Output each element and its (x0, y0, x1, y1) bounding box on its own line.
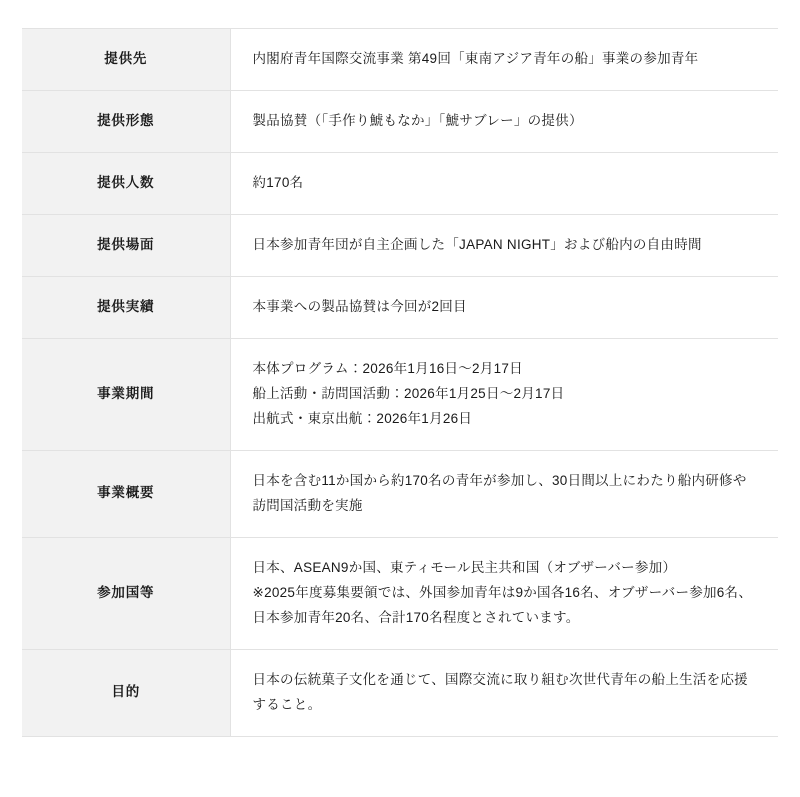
table-row (22, 276, 778, 338)
row-value (230, 537, 778, 649)
row-label: 提供実績 (22, 276, 230, 338)
value-line: 日本を含む11か国から約170名の青年が参加し、30日間以上にわたり船内研修や訪問国活動を実施 (252, 472, 747, 513)
value-line: 日本参加青年団が自主企画した「JAPAN NIGHT」および船内の自由時間 (252, 236, 702, 252)
value-line: 本事業への製品協賛は今回が2回目 (252, 298, 467, 314)
row-label: 提供場面 (22, 214, 230, 276)
table-row (22, 450, 778, 537)
value-line: 日本、ASEAN9か国、東ティモール民主共和国（オブザーバー参加） (252, 559, 677, 575)
row-label: 目的 (22, 649, 230, 736)
table-row (22, 649, 778, 736)
row-value (230, 649, 778, 736)
table-row (22, 90, 778, 152)
row-label: 提供形態 (22, 90, 230, 152)
row-value (230, 450, 778, 537)
row-label: 事業期間 (22, 338, 230, 450)
row-label: 事業概要 (22, 450, 230, 537)
value-line: 船上活動・訪問国活動：2026年1月25日〜2月17日 (252, 385, 565, 401)
row-label: 提供人数 (22, 152, 230, 214)
value-line: 製品協賛（「手作り鯱もなか」「鯱サブレー」の提供） (252, 112, 583, 128)
value-line: 出航式・東京出航：2026年1月26日 (252, 410, 473, 426)
table-row (22, 537, 778, 649)
row-value (230, 276, 778, 338)
value-line: ※2025年度募集要領では、外国参加青年は9か国各16名、オブザーバー参加6名、日本参加青年20名、合計170名程度とされています。 (252, 584, 753, 625)
table-row (22, 338, 778, 450)
value-line: 本体プログラム：2026年1月16日〜2月17日 (252, 360, 523, 376)
row-value (230, 338, 778, 450)
row-label: 参加国等 (22, 537, 230, 649)
row-value (230, 214, 778, 276)
value-line: 日本の伝統菓子文化を通じて、国際交流に取り組む次世代青年の船上生活を応援すること。 (252, 671, 748, 712)
row-value (230, 29, 778, 91)
value-line: 約170名 (252, 174, 304, 190)
row-value (230, 152, 778, 214)
table-body (22, 29, 778, 737)
row-label: 提供先 (22, 29, 230, 91)
table-row (22, 152, 778, 214)
row-value (230, 90, 778, 152)
table-row (22, 29, 778, 91)
value-line: 内閣府青年国際交流事業 第49回「東南アジア青年の船」事業の参加青年 (252, 51, 699, 66)
information-table (22, 28, 778, 737)
table-row (22, 214, 778, 276)
